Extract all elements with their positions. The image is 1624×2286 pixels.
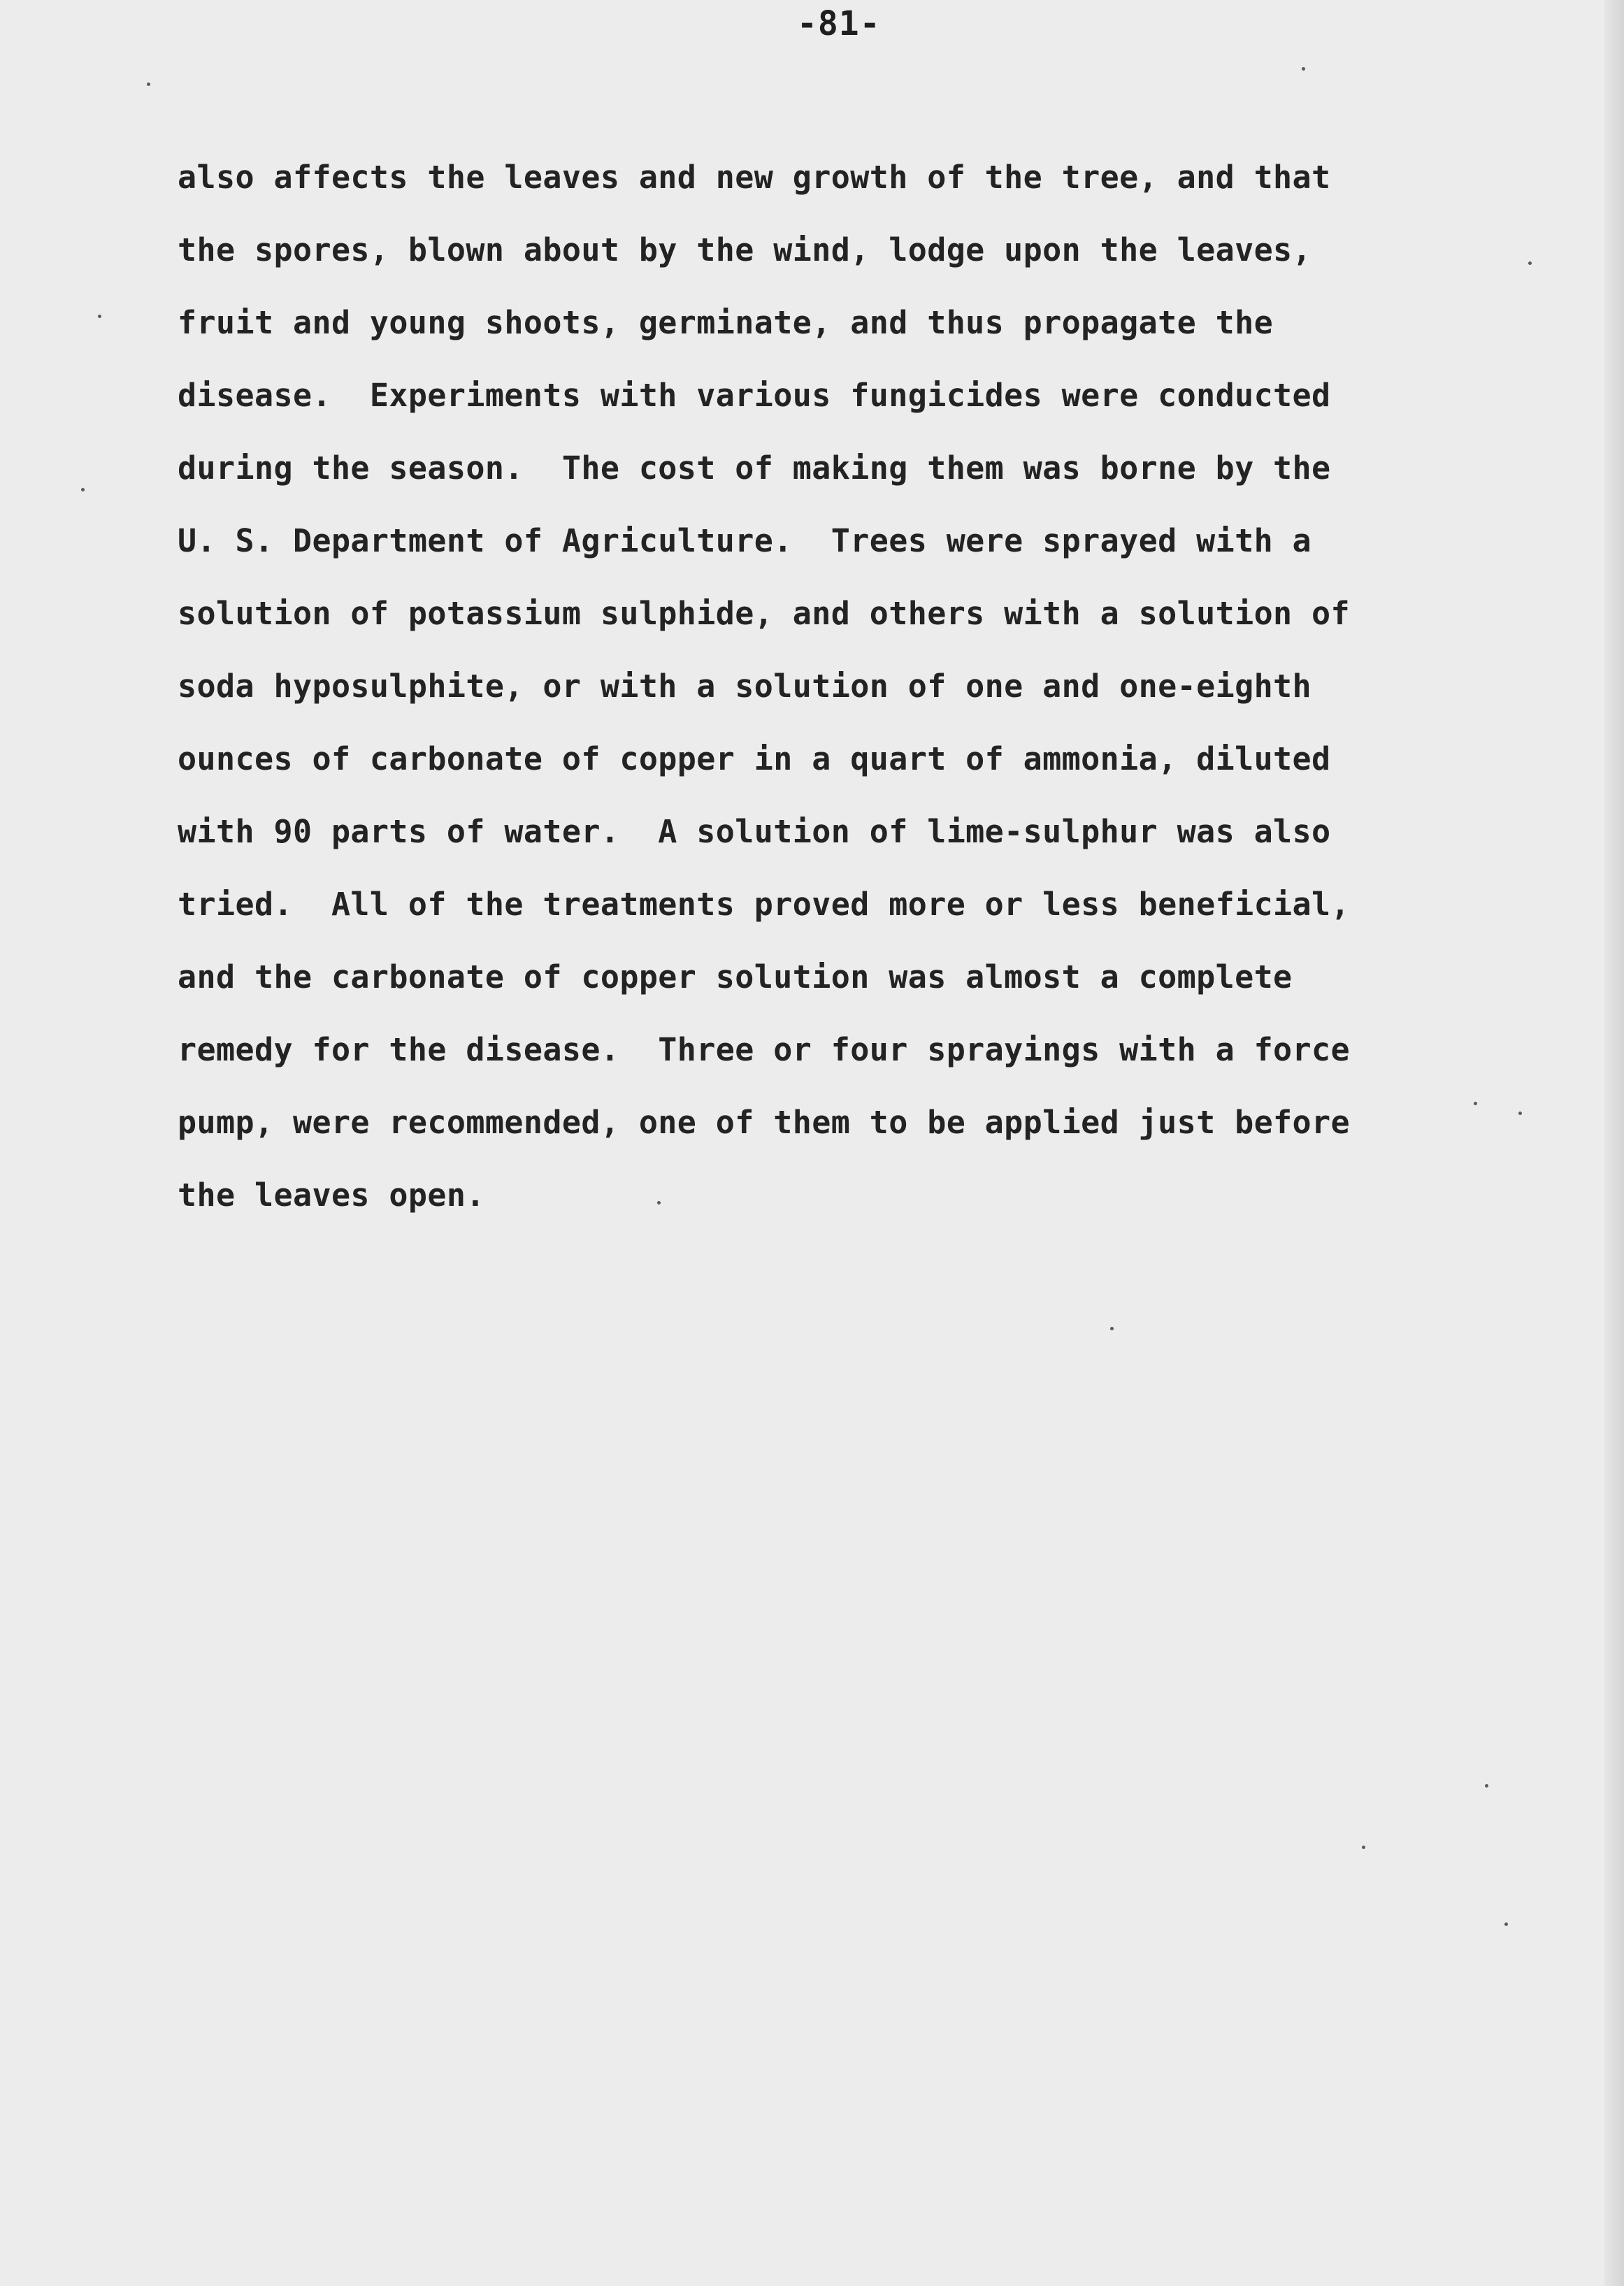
text-line: remedy for the disease. Three or four sprayings with a force (178, 1031, 1351, 1068)
text-line: fruit and young shoots, germinate, and thus propagate the (178, 304, 1274, 341)
text-line: solution of potassium sulphide, and others with a solution of (178, 595, 1351, 632)
body-text (178, 141, 1520, 1232)
scan-speck (1362, 1846, 1365, 1849)
scan-speck (98, 315, 101, 318)
scan-speck (1528, 261, 1532, 265)
text-line: the spores, blown about by the wind, lodge upon the leaves, (178, 231, 1312, 268)
scan-speck (147, 82, 150, 86)
page-edge-shadow (1604, 0, 1624, 2286)
text-line: ounces of carbonate of copper in a quart of ammonia, diluted (178, 740, 1331, 777)
page-number: -81- (797, 4, 881, 43)
text-line: disease. Experiments with various fungicides were conducted (178, 377, 1331, 414)
scan-speck (1110, 1327, 1114, 1330)
text-line: pump, were recommended, one of them to be applied just before (178, 1104, 1351, 1141)
scan-speck (1302, 67, 1305, 71)
text-line: U. S. Department of Agriculture. Trees were sprayed with a (178, 522, 1312, 559)
text-line: during the season. The cost of making them was borne by the (178, 450, 1331, 487)
scan-speck (1504, 1922, 1508, 1926)
text-line: soda hyposulphite, or with a solution of one and one-eighth (178, 668, 1312, 705)
scan-speck (657, 1201, 661, 1205)
scan-speck (1518, 1112, 1522, 1115)
text-line: also affects the leaves and new growth of the tree, and that (178, 159, 1331, 196)
text-line: with 90 parts of water. A solution of lime-sulphur was also (178, 813, 1331, 850)
scan-speck (1485, 1784, 1488, 1788)
scan-speck (1474, 1102, 1477, 1105)
text-line: and the carbonate of copper solution was almost a complete (178, 958, 1293, 995)
text-line: tried. All of the treatments proved more or less beneficial, (178, 886, 1351, 923)
text-line: the leaves open. (178, 1177, 485, 1214)
scan-speck (81, 488, 85, 491)
